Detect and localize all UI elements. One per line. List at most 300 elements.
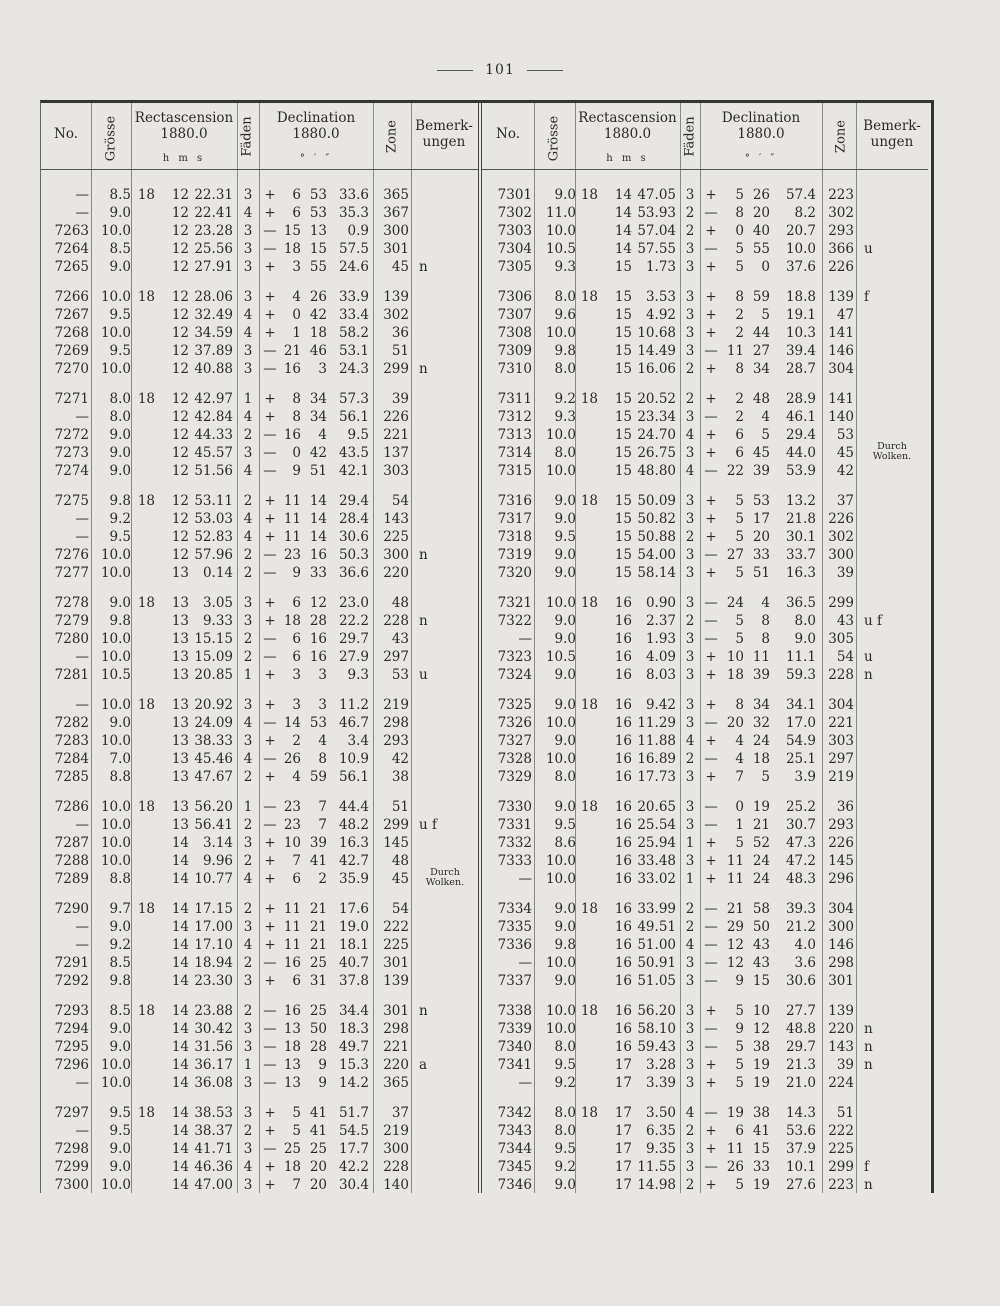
ra-hours: 18 xyxy=(580,1003,598,1019)
ra-seconds: 10.68 xyxy=(637,325,676,341)
dec-degrees: 11 xyxy=(283,919,301,935)
ra-hours: 18 xyxy=(137,799,155,815)
magnitude: 9.7 xyxy=(109,901,131,917)
dec-arcminutes: 28 xyxy=(309,613,327,629)
dec-arcseconds: 27.6 xyxy=(785,1177,816,1193)
magnitude: 8.5 xyxy=(109,1003,131,1019)
dec-sign: + xyxy=(705,187,717,203)
star-number: 7297 xyxy=(54,1105,89,1121)
ra-hours: 18 xyxy=(580,595,598,611)
table-row xyxy=(41,360,478,378)
ra-minutes: 12 xyxy=(171,463,189,479)
page-number-rule-left xyxy=(437,70,473,71)
threads-count: 3 xyxy=(685,493,695,509)
star-catalogue-table xyxy=(40,100,934,1193)
star-number: 7295 xyxy=(54,1039,89,1055)
dec-degrees: 0 xyxy=(735,223,744,239)
threads-count: 3 xyxy=(243,919,253,935)
zone-number: 226 xyxy=(383,409,409,425)
dec-sign: — xyxy=(263,799,277,815)
magnitude: 8.0 xyxy=(554,769,576,785)
dec-arcminutes: 34 xyxy=(752,697,770,713)
ra-seconds: 53.11 xyxy=(194,493,233,509)
ra-minutes: 12 xyxy=(171,409,189,425)
table-row xyxy=(482,954,928,972)
dec-arcminutes: 41 xyxy=(309,1123,327,1139)
ra-seconds: 4.09 xyxy=(645,649,676,665)
ra-minutes: 14 xyxy=(171,1039,189,1055)
dec-arcseconds: 34.4 xyxy=(338,1003,369,1019)
table-row xyxy=(41,630,478,648)
dec-arcseconds: 21.8 xyxy=(785,511,816,527)
threads-count: 2 xyxy=(685,751,695,767)
magnitude: 9.2 xyxy=(554,1159,576,1175)
header-dec-units: ° ′ ″ xyxy=(744,153,778,164)
zone-number: 299 xyxy=(828,595,854,611)
star-number: 7285 xyxy=(54,769,89,785)
ra-seconds: 1.93 xyxy=(645,631,676,647)
dec-arcseconds: 29.7 xyxy=(785,1039,816,1055)
zone-number: 226 xyxy=(828,511,854,527)
magnitude: 8.6 xyxy=(554,835,576,851)
dec-sign: + xyxy=(264,529,276,545)
threads-count: 3 xyxy=(685,973,695,989)
zone-number: 38 xyxy=(391,769,409,785)
dec-degrees: 5 xyxy=(735,259,744,275)
magnitude: 7.0 xyxy=(109,751,131,767)
dec-sign: — xyxy=(263,445,277,461)
dec-arcminutes: 34 xyxy=(309,391,327,407)
magnitude: 9.0 xyxy=(109,1039,131,1055)
dec-degrees: 14 xyxy=(283,715,301,731)
magnitude: 8.0 xyxy=(554,445,576,461)
star-number: 7305 xyxy=(497,259,532,275)
dec-arcseconds: 27.9 xyxy=(338,649,369,665)
dec-arcseconds: 57.5 xyxy=(338,241,369,257)
star-number: 7323 xyxy=(497,649,532,665)
ra-minutes: 17 xyxy=(614,1177,632,1193)
header-ra-title: Rectascension xyxy=(134,110,234,126)
threads-count: 2 xyxy=(685,919,695,935)
dec-degrees: 23 xyxy=(283,817,301,833)
threads-count: 2 xyxy=(243,493,253,509)
zone-number: 302 xyxy=(828,205,854,221)
star-number: 7345 xyxy=(497,1159,532,1175)
remark: n xyxy=(864,1057,873,1073)
table-row xyxy=(41,186,478,204)
dec-arcseconds: 30.7 xyxy=(785,817,816,833)
zone-number: 300 xyxy=(828,919,854,935)
dec-arcminutes: 24 xyxy=(752,733,770,749)
magnitude: 9.0 xyxy=(554,919,576,935)
threads-count: 2 xyxy=(243,565,253,581)
magnitude: 8.0 xyxy=(109,391,131,407)
dec-arcseconds: 21.2 xyxy=(785,919,816,935)
dec-arcseconds: 56.1 xyxy=(338,409,369,425)
threads-count: 2 xyxy=(243,955,253,971)
dec-arcminutes: 21 xyxy=(309,937,327,953)
zone-number: 220 xyxy=(383,565,409,581)
zone-number: 145 xyxy=(828,853,854,869)
dec-degrees: 1 xyxy=(292,325,301,341)
dec-arcseconds: 57.3 xyxy=(338,391,369,407)
threads-count: 3 xyxy=(685,817,695,833)
ra-minutes: 12 xyxy=(171,493,189,509)
magnitude: 10.0 xyxy=(545,1003,576,1019)
magnitude: 10.0 xyxy=(100,697,131,713)
star-number: 7346 xyxy=(497,1177,532,1193)
zone-number: 365 xyxy=(383,187,409,203)
ra-minutes: 16 xyxy=(614,751,632,767)
ra-minutes: 13 xyxy=(171,751,189,767)
ra-minutes: 16 xyxy=(614,595,632,611)
dec-sign: — xyxy=(704,817,718,833)
ra-seconds: 47.67 xyxy=(194,769,233,785)
dec-degrees: 2 xyxy=(735,325,744,341)
ra-seconds: 11.88 xyxy=(637,733,676,749)
magnitude: 9.2 xyxy=(109,937,131,953)
ra-seconds: 51.00 xyxy=(637,937,676,953)
dec-sign: — xyxy=(263,1141,277,1157)
star-number: 7314 xyxy=(497,445,532,461)
dec-arcseconds: 33.9 xyxy=(338,289,369,305)
ra-minutes: 16 xyxy=(614,835,632,851)
table-row xyxy=(41,1020,478,1038)
ra-seconds: 26.75 xyxy=(637,445,676,461)
ra-hours: 18 xyxy=(580,1105,598,1121)
ra-hours: 18 xyxy=(137,493,155,509)
ra-seconds: 42.84 xyxy=(194,409,233,425)
table-row xyxy=(41,666,478,684)
remark: a xyxy=(419,1057,428,1073)
zone-number: 146 xyxy=(828,937,854,953)
threads-count: 4 xyxy=(243,751,253,767)
threads-count: 3 xyxy=(685,631,695,647)
dec-arcseconds: 56.1 xyxy=(338,769,369,785)
zone-number: 228 xyxy=(828,667,854,683)
zone-number: 222 xyxy=(383,919,409,935)
remark: f xyxy=(864,289,869,305)
dec-arcminutes: 7 xyxy=(318,799,327,815)
table-row xyxy=(482,1122,928,1140)
ra-minutes: 12 xyxy=(171,187,189,203)
zone-number: 45 xyxy=(391,871,409,887)
dec-arcminutes: 15 xyxy=(752,973,770,989)
magnitude: 10.0 xyxy=(100,799,131,815)
threads-count: 4 xyxy=(243,1159,253,1175)
threads-count: 3 xyxy=(243,973,253,989)
table-row xyxy=(41,1122,478,1140)
dec-sign: + xyxy=(264,493,276,509)
dec-arcseconds: 17.7 xyxy=(338,1141,369,1157)
zone-number: 54 xyxy=(391,901,409,917)
ra-seconds: 3.50 xyxy=(645,1105,676,1121)
magnitude: 10.5 xyxy=(545,649,576,665)
threads-count: 3 xyxy=(685,667,695,683)
ra-seconds: 17.73 xyxy=(637,769,676,785)
zone-number: 224 xyxy=(828,1075,854,1091)
star-number: 7276 xyxy=(54,547,89,563)
ra-minutes: 14 xyxy=(171,1021,189,1037)
magnitude: 10.0 xyxy=(100,631,131,647)
ra-minutes: 14 xyxy=(171,1057,189,1073)
table-row xyxy=(482,1104,928,1122)
zone-number: 300 xyxy=(828,547,854,563)
dec-arcminutes: 12 xyxy=(309,595,327,611)
ra-seconds: 18.94 xyxy=(194,955,233,971)
dec-degrees: 16 xyxy=(283,361,301,377)
zone-number: 298 xyxy=(383,715,409,731)
table-row xyxy=(41,1074,478,1092)
dec-arcseconds: 54.5 xyxy=(338,1123,369,1139)
star-number: 7311 xyxy=(497,391,532,407)
dec-sign: + xyxy=(264,973,276,989)
threads-count: 1 xyxy=(243,667,253,683)
zone-number: 225 xyxy=(828,1141,854,1157)
dec-arcseconds: 48.3 xyxy=(785,871,816,887)
magnitude: 8.5 xyxy=(109,955,131,971)
dec-sign: + xyxy=(705,325,717,341)
threads-count: 3 xyxy=(685,511,695,527)
dec-arcminutes: 59 xyxy=(309,769,327,785)
zone-number: 139 xyxy=(383,973,409,989)
magnitude: 9.0 xyxy=(554,667,576,683)
dec-sign: + xyxy=(264,937,276,953)
threads-count: 2 xyxy=(685,205,695,221)
ra-seconds: 27.91 xyxy=(194,259,233,275)
dec-arcminutes: 16 xyxy=(309,631,327,647)
ra-seconds: 20.52 xyxy=(637,391,676,407)
dec-arcseconds: 39.4 xyxy=(785,343,816,359)
header-ra-epoch: 1880.0 xyxy=(603,126,652,142)
table-row xyxy=(482,630,928,648)
zone-number: 220 xyxy=(828,1021,854,1037)
table-right-half xyxy=(482,103,928,1193)
star-number: 7334 xyxy=(497,901,532,917)
zone-number: 51 xyxy=(391,343,409,359)
star-number: 7294 xyxy=(54,1021,89,1037)
ra-seconds: 59.43 xyxy=(637,1039,676,1055)
ra-seconds: 38.53 xyxy=(194,1105,233,1121)
ra-minutes: 14 xyxy=(171,1003,189,1019)
dec-degrees: 2 xyxy=(735,391,744,407)
dec-degrees: 23 xyxy=(283,547,301,563)
dec-arcminutes: 19 xyxy=(752,799,770,815)
zone-number: 53 xyxy=(391,667,409,683)
table-row xyxy=(41,954,478,972)
dec-sign: + xyxy=(264,853,276,869)
table-row xyxy=(41,492,478,510)
dec-arcseconds: 14.2 xyxy=(338,1075,369,1091)
dec-degrees: 9 xyxy=(735,1021,744,1037)
dec-arcminutes: 4 xyxy=(761,595,770,611)
dec-degrees: 18 xyxy=(283,1039,301,1055)
ra-seconds: 36.08 xyxy=(194,1075,233,1091)
ra-minutes: 16 xyxy=(614,769,632,785)
dec-sign: — xyxy=(704,751,718,767)
dec-arcseconds: 14.3 xyxy=(785,1105,816,1121)
dec-degrees: 4 xyxy=(735,733,744,749)
dec-arcminutes: 4 xyxy=(318,733,327,749)
table-row xyxy=(41,408,478,426)
star-number: 7293 xyxy=(54,1003,89,1019)
threads-count: 4 xyxy=(685,733,695,749)
ra-minutes: 14 xyxy=(171,955,189,971)
dec-sign: — xyxy=(704,973,718,989)
star-number: 7320 xyxy=(497,565,532,581)
dec-arcminutes: 40 xyxy=(752,223,770,239)
star-number: 7326 xyxy=(497,715,532,731)
zone-number: 42 xyxy=(391,751,409,767)
zone-number: 219 xyxy=(828,769,854,785)
table-row xyxy=(482,462,928,480)
table-row xyxy=(41,936,478,954)
zone-number: 51 xyxy=(391,799,409,815)
ra-minutes: 16 xyxy=(614,919,632,935)
magnitude: 9.2 xyxy=(109,511,131,527)
dec-degrees: 4 xyxy=(292,289,301,305)
header-groesse: Grösse xyxy=(546,115,562,162)
dec-degrees: 6 xyxy=(292,871,301,887)
star-number: 7302 xyxy=(497,205,532,221)
dec-arcminutes: 53 xyxy=(309,715,327,731)
ra-minutes: 14 xyxy=(171,937,189,953)
dec-arcseconds: 10.0 xyxy=(785,241,816,257)
magnitude: 9.0 xyxy=(554,1177,576,1193)
dec-degrees: 11 xyxy=(283,529,301,545)
zone-number: 299 xyxy=(383,361,409,377)
remark: n xyxy=(864,1177,873,1193)
zone-number: 43 xyxy=(836,613,854,629)
magnitude: 8.0 xyxy=(109,409,131,425)
dec-arcminutes: 0 xyxy=(761,259,770,275)
ra-seconds: 37.89 xyxy=(194,343,233,359)
threads-count: 1 xyxy=(685,871,695,887)
table-row xyxy=(482,798,928,816)
star-number: 7316 xyxy=(497,493,532,509)
dec-arcseconds: 20.7 xyxy=(785,223,816,239)
header-ra-units: h m s xyxy=(162,153,206,164)
dec-arcminutes: 3 xyxy=(318,361,327,377)
dec-arcminutes: 14 xyxy=(309,529,327,545)
table-row xyxy=(41,306,478,324)
dec-sign: — xyxy=(704,343,718,359)
dec-arcminutes: 33 xyxy=(752,1159,770,1175)
ra-minutes: 15 xyxy=(614,409,632,425)
ra-seconds: 53.93 xyxy=(637,205,676,221)
magnitude: 9.0 xyxy=(554,901,576,917)
zone-number: 54 xyxy=(391,493,409,509)
threads-count: 1 xyxy=(243,391,253,407)
ra-minutes: 14 xyxy=(614,187,632,203)
dec-degrees: 23 xyxy=(283,799,301,815)
dec-sign: + xyxy=(705,649,717,665)
dec-degrees: 11 xyxy=(283,937,301,953)
ra-seconds: 33.99 xyxy=(637,901,676,917)
table-row xyxy=(41,342,478,360)
header-bemerk-1: Bemerk- xyxy=(415,118,473,134)
star-number: — xyxy=(518,1075,532,1091)
dec-arcminutes: 39 xyxy=(309,835,327,851)
threads-count: 3 xyxy=(685,259,695,275)
table-row xyxy=(41,1176,478,1194)
dec-degrees: 6 xyxy=(292,205,301,221)
magnitude: 9.0 xyxy=(109,427,131,443)
magnitude: 10.0 xyxy=(545,751,576,767)
star-number: 7280 xyxy=(54,631,89,647)
dec-sign: + xyxy=(705,1057,717,1073)
ra-seconds: 23.34 xyxy=(637,409,676,425)
table-row xyxy=(482,390,928,408)
dec-arcseconds: 30.1 xyxy=(785,529,816,545)
dec-degrees: 16 xyxy=(283,427,301,443)
ra-minutes: 12 xyxy=(171,205,189,221)
star-number: 7321 xyxy=(497,595,532,611)
magnitude: 9.0 xyxy=(109,463,131,479)
table-row xyxy=(41,696,478,714)
threads-count: 3 xyxy=(685,565,695,581)
threads-count: 3 xyxy=(243,223,253,239)
table-row xyxy=(41,324,478,342)
ra-minutes: 14 xyxy=(171,871,189,887)
zone-number: 219 xyxy=(383,1123,409,1139)
ra-seconds: 25.56 xyxy=(194,241,233,257)
table-row xyxy=(482,936,928,954)
dec-arcseconds: 18.3 xyxy=(338,1021,369,1037)
dec-sign: + xyxy=(264,1123,276,1139)
threads-count: 3 xyxy=(685,769,695,785)
magnitude: 9.2 xyxy=(554,391,576,407)
threads-count: 2 xyxy=(243,1123,253,1139)
ra-minutes: 12 xyxy=(171,307,189,323)
star-number: 7308 xyxy=(497,325,532,341)
header-ra-title: Rectascension xyxy=(578,110,677,126)
threads-count: 3 xyxy=(685,241,695,257)
magnitude: 9.8 xyxy=(109,493,131,509)
dec-arcminutes: 50 xyxy=(752,919,770,935)
zone-number: 221 xyxy=(828,715,854,731)
dec-degrees: 1 xyxy=(735,817,744,833)
ra-seconds: 33.02 xyxy=(637,871,676,887)
dec-degrees: 18 xyxy=(726,667,744,683)
ra-seconds: 50.88 xyxy=(637,529,676,545)
magnitude: 10.0 xyxy=(545,223,576,239)
dec-sign: + xyxy=(264,769,276,785)
ra-seconds: 10.77 xyxy=(194,871,233,887)
ra-seconds: 0.90 xyxy=(645,595,676,611)
dec-arcseconds: 21.0 xyxy=(785,1075,816,1091)
dec-degrees: 11 xyxy=(283,511,301,527)
zone-number: 299 xyxy=(383,817,409,833)
table-row xyxy=(482,342,928,360)
dec-degrees: 6 xyxy=(292,631,301,647)
table-row xyxy=(482,816,928,834)
star-number: — xyxy=(75,919,89,935)
star-number: 7335 xyxy=(497,919,532,935)
threads-count: 4 xyxy=(243,529,253,545)
ra-seconds: 58.14 xyxy=(637,565,676,581)
dec-degrees: 11 xyxy=(726,871,744,887)
magnitude: 10.0 xyxy=(545,595,576,611)
header-faeden: Fäden xyxy=(239,116,255,157)
ra-seconds: 51.56 xyxy=(194,463,233,479)
star-number: 7330 xyxy=(497,799,532,815)
star-number: 7327 xyxy=(497,733,532,749)
dec-arcminutes: 11 xyxy=(752,649,770,665)
magnitude: 9.0 xyxy=(554,511,576,527)
table-row xyxy=(482,852,928,870)
dec-sign: — xyxy=(704,1159,718,1175)
